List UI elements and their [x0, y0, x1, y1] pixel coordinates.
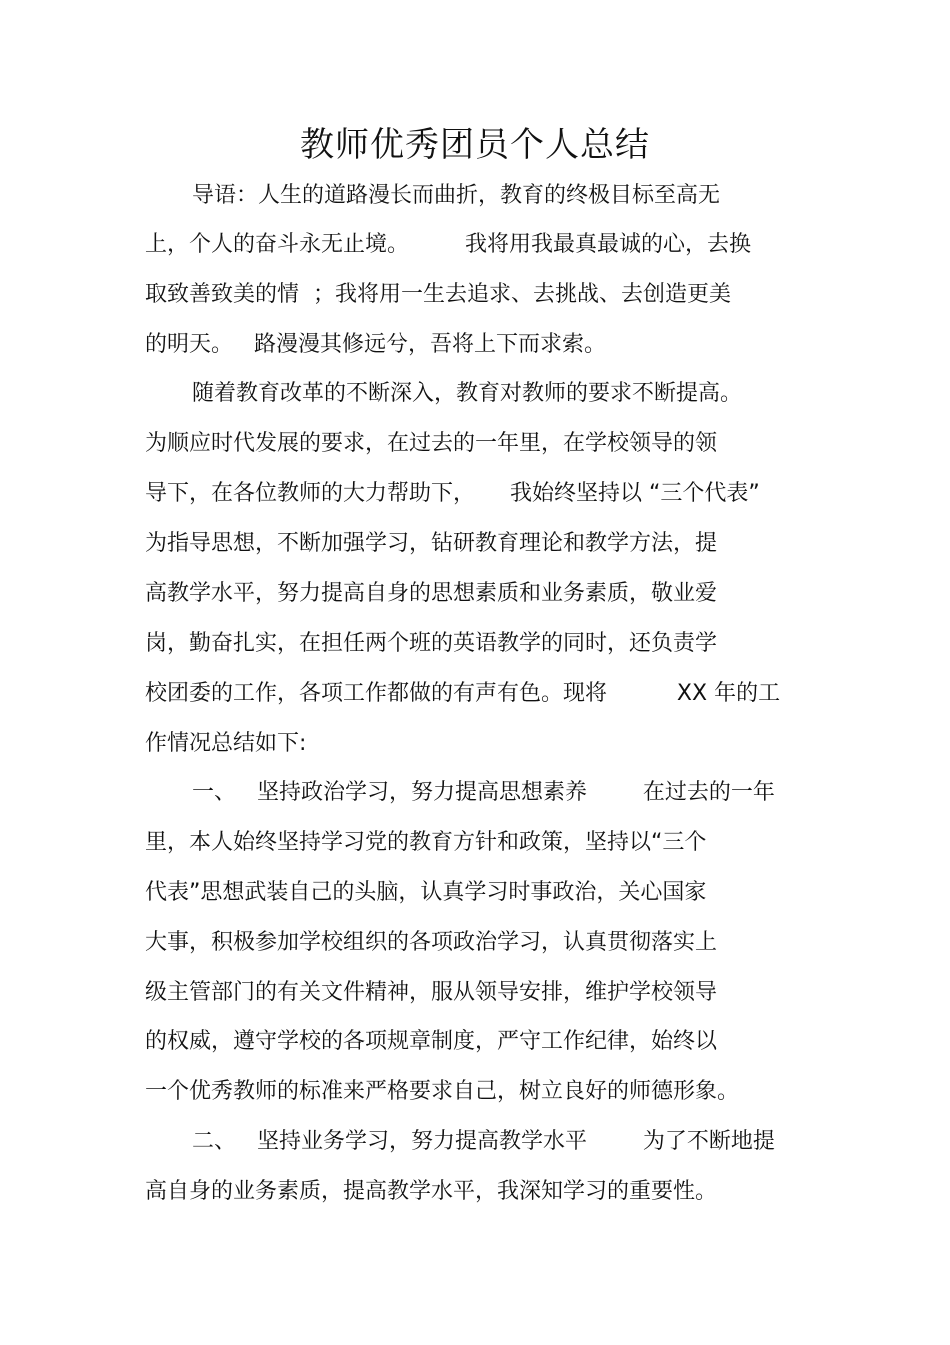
body-text-line: 里，本人始终坚持学习党的教育方针和政策，坚持以“三个: [145, 830, 707, 855]
body-text-line: 为顺应时代发展的要求，在过去的一年里，在学校领导的领: [145, 431, 718, 456]
body-text-line: 校团委的工作，各项工作都做的有声有色。现将 XX 年的工: [145, 681, 781, 706]
body-text-line: 代表”思想武装自己的头脑，认真学习时事政治，关心国家: [145, 880, 707, 905]
body-text-line: 导下，在各位教师的大力帮助下， 我始终坚持以 “三个代表”: [145, 481, 760, 506]
body-text-line: 导语：人生的道路漫长而曲折，教育的终极目标至高无: [192, 183, 721, 208]
body-text-line: 作情况总结如下:: [145, 731, 307, 756]
body-text-line: 随着教育改革的不断深入，教育对教师的要求不断提高。: [192, 381, 743, 406]
body-text-line: 一个优秀教师的标准来严格要求自己，树立良好的师德形象。: [145, 1079, 740, 1104]
body-text-line: 二、 坚持业务学习，努力提高教学水平 为了不断地提: [192, 1129, 775, 1154]
body-text-line: 高教学水平，努力提高自身的思想素质和业务素质，敬业爱: [145, 581, 718, 606]
document-title: 教师优秀团员个人总结: [300, 125, 650, 165]
body-text-line: 为指导思想，不断加强学习，钻研教育理论和教学方法，提: [145, 531, 718, 556]
body-text-line: 一、 坚持政治学习，努力提高思想素养 在过去的一年: [192, 780, 775, 805]
body-text-line: 的明天。 路漫漫其修远兮，吾将上下而求索。: [145, 332, 606, 357]
body-text-line: 上，个人的奋斗永无止境。 我将用我最真最诚的心，去换: [145, 232, 751, 257]
body-text-line: 级主管部门的有关文件精神，服从领导安排，维护学校领导: [145, 980, 718, 1005]
body-text-line: 岗，勤奋扎实，在担任两个班的英语教学的同时，还负责学: [145, 631, 718, 656]
body-text-line: 高自身的业务素质，提高教学水平，我深知学习的重要性。: [145, 1179, 718, 1204]
body-text-line: 大事，积极参加学校组织的各项政治学习，认真贯彻落实上: [145, 930, 718, 955]
body-text-line: 取致善致美的情 ；我将用一生去追求、去挑战、去创造更美: [145, 282, 731, 307]
body-text-line: 的权威，遵守学校的各项规章制度，严守工作纪律，始终以: [145, 1029, 718, 1054]
